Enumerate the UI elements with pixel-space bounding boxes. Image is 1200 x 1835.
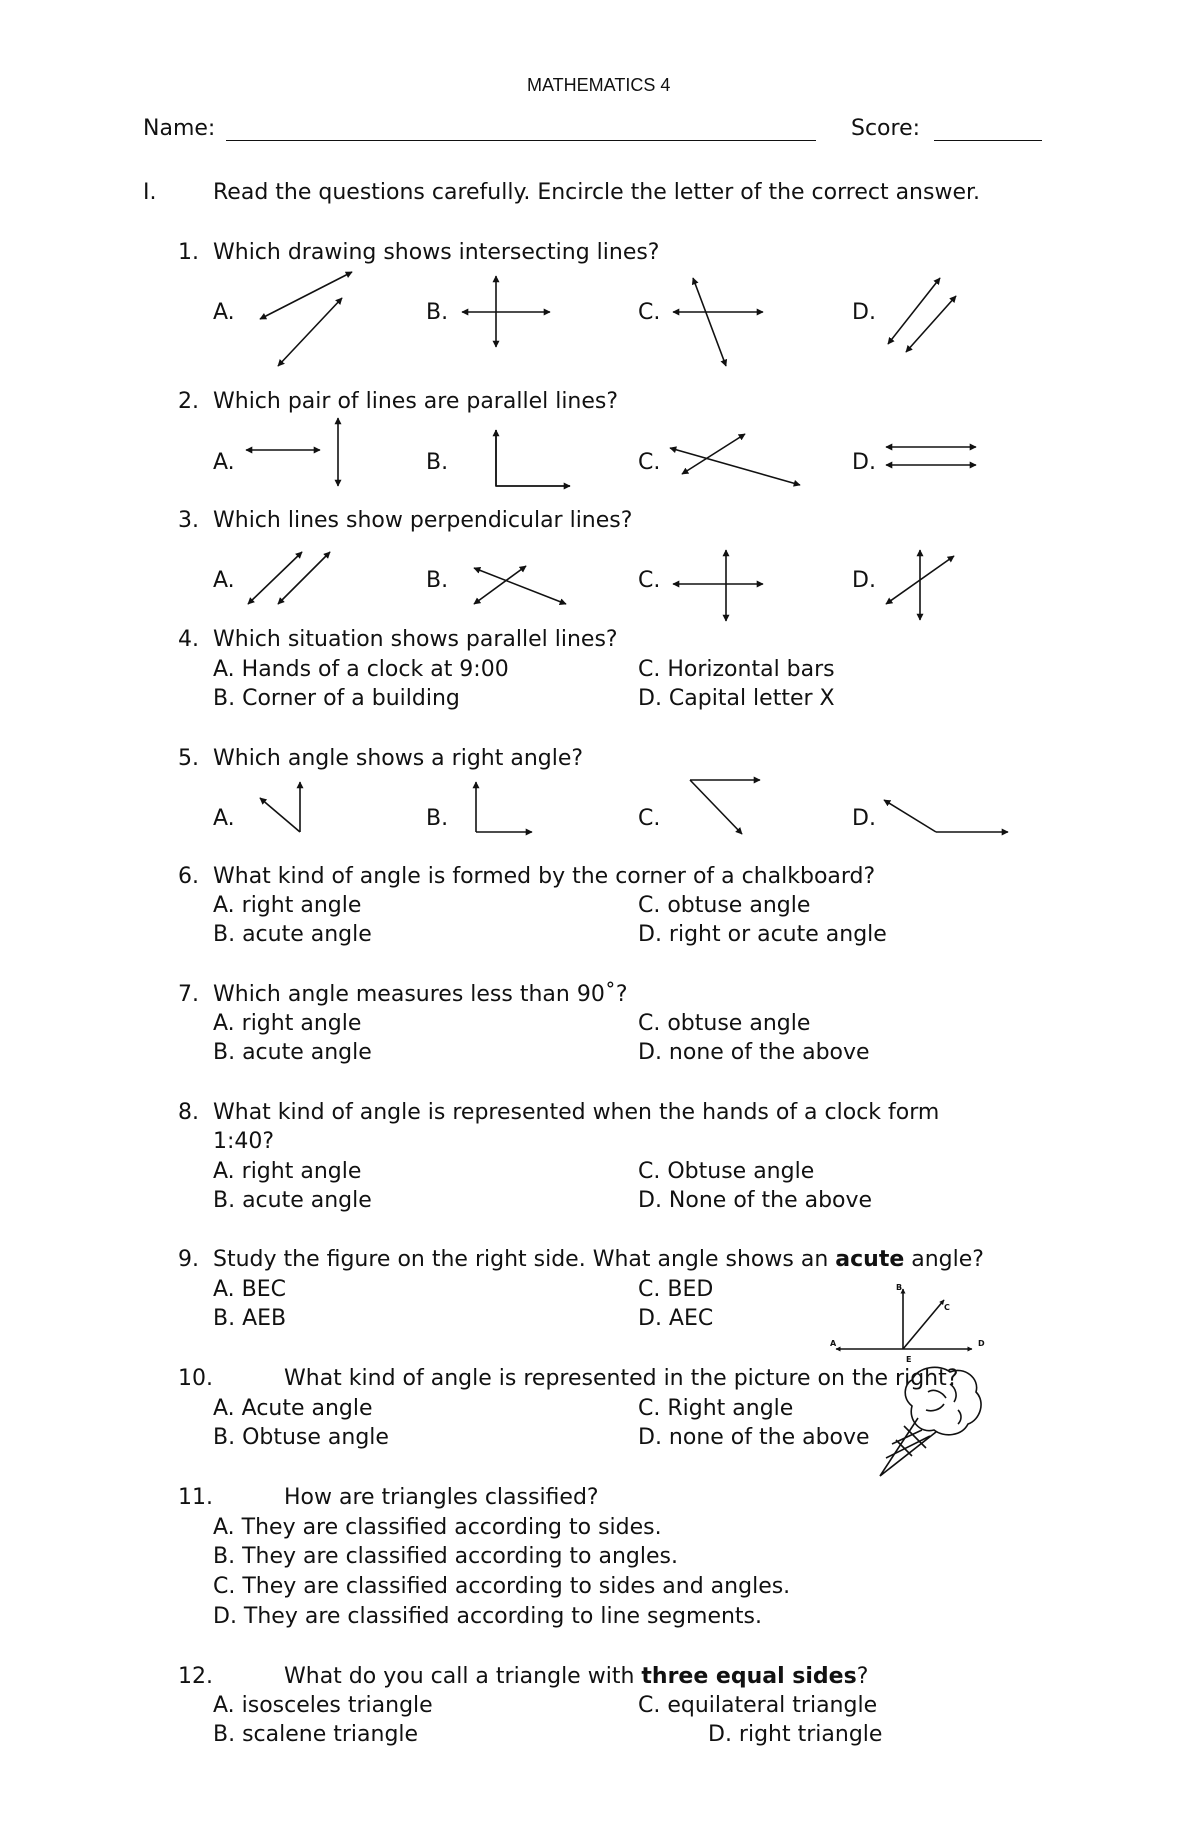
q1-figure-b — [462, 276, 550, 347]
choice-option[interactable]: A. right angle — [213, 1011, 362, 1036]
figure-label-a: A — [830, 1339, 837, 1348]
question-text: What do you call a triangle with three equal sides? — [284, 1664, 869, 1689]
choice-option[interactable]: C. equilateral triangle — [638, 1693, 878, 1718]
figure-label-c: C — [944, 1303, 950, 1312]
page-title: MATHEMATICS 4 — [527, 75, 671, 95]
choice-option[interactable]: D. None of the above — [638, 1188, 873, 1213]
choice-letter[interactable]: B. — [426, 806, 449, 831]
ice-cream-cone-image — [880, 1367, 981, 1476]
choice-option[interactable]: C. They are classified according to sides and angles. — [213, 1574, 791, 1599]
choice-letter[interactable]: C. — [638, 806, 661, 831]
choice-option[interactable]: C. Obtuse angle — [638, 1159, 815, 1184]
question-number: 3. — [178, 508, 199, 533]
choice-option[interactable]: B. acute angle — [213, 922, 372, 947]
section-number: I. — [143, 180, 157, 205]
q5-figure-a — [260, 782, 300, 832]
choice-option[interactable]: D. right triangle — [708, 1722, 883, 1747]
section-instruction: Read the questions carefully. Encircle the letter of the correct answer. — [213, 180, 981, 205]
choice-letter[interactable]: A. — [213, 806, 235, 831]
choice-option[interactable]: A. right angle — [213, 1159, 362, 1184]
question-text: Study the figure on the right side. What angle shows an acute angle? — [213, 1247, 984, 1272]
q2-figure-b — [496, 430, 570, 486]
choice-option[interactable]: D. none of the above — [638, 1425, 870, 1450]
choice-option[interactable]: A. BEC — [213, 1277, 287, 1302]
choice-option[interactable]: D. Capital letter X — [638, 686, 835, 711]
question-number: 8. — [178, 1100, 199, 1125]
question-number: 1. — [178, 240, 199, 265]
choice-option[interactable]: B. Obtuse angle — [213, 1425, 389, 1450]
q2-figure-d — [886, 447, 976, 465]
choice-option[interactable]: B. Corner of a building — [213, 686, 460, 711]
question-number: 2. — [178, 389, 199, 414]
choice-option[interactable]: A. They are classified according to sides. — [213, 1515, 662, 1540]
choice-letter[interactable]: C. — [638, 568, 661, 593]
question-text: Which angle measures less than 90˚? — [213, 982, 628, 1007]
question-number: 5. — [178, 746, 199, 771]
choice-letter[interactable]: C. — [638, 450, 661, 475]
choice-option[interactable]: B. acute angle — [213, 1188, 372, 1213]
question-number: 9. — [178, 1247, 199, 1272]
figure-label-d: D — [978, 1339, 985, 1348]
q3-figure-d — [886, 550, 954, 620]
question-text: Which angle shows a right angle? — [213, 746, 584, 771]
choice-letter[interactable]: A. — [213, 568, 235, 593]
q3-figure-b — [474, 566, 566, 604]
choice-letter[interactable]: B. — [426, 300, 449, 325]
choice-option[interactable]: D. They are classified according to line segments. — [213, 1604, 763, 1629]
question-number: 6. — [178, 864, 199, 889]
question-text: Which lines show perpendicular lines? — [213, 508, 633, 533]
choice-letter[interactable]: B. — [426, 568, 449, 593]
q2-figure-a — [246, 418, 338, 486]
choice-letter[interactable]: B. — [426, 450, 449, 475]
question-number: 10. — [178, 1366, 213, 1391]
q1-figure-c — [673, 278, 763, 366]
score-label: Score: — [851, 116, 921, 141]
q2-figure-c — [670, 434, 800, 485]
q3-figure-c — [673, 550, 763, 621]
question-number: 11. — [178, 1485, 213, 1510]
choice-option[interactable]: D. none of the above — [638, 1040, 870, 1065]
choice-option[interactable]: D. right or acute angle — [638, 922, 887, 947]
question-text: What kind of angle is represented in the picture on the right? — [284, 1366, 959, 1391]
choice-option[interactable]: C. obtuse angle — [638, 1011, 811, 1036]
question-number: 4. — [178, 627, 199, 652]
question-text: Which pair of lines are parallel lines? — [213, 389, 619, 414]
q1-figure-d — [888, 278, 956, 352]
question-text: What kind of angle is formed by the corner of a chalkboard? — [213, 864, 876, 889]
choice-letter[interactable]: D. — [852, 450, 876, 475]
figure-label-e: E — [906, 1355, 912, 1364]
q5-figure-b — [476, 782, 532, 832]
q1-figure-a — [260, 272, 352, 366]
choice-option[interactable]: A. isosceles triangle — [213, 1693, 433, 1718]
choice-option[interactable]: B. AEB — [213, 1306, 287, 1331]
choice-option[interactable]: B. They are classified according to angles. — [213, 1544, 678, 1569]
choice-option[interactable]: A. right angle — [213, 893, 362, 918]
question-text: Which situation shows parallel lines? — [213, 627, 618, 652]
choice-option[interactable]: B. acute angle — [213, 1040, 372, 1065]
question-text: How are triangles classified? — [284, 1485, 599, 1510]
q3-figure-a — [248, 552, 330, 604]
choice-letter[interactable]: C. — [638, 300, 661, 325]
choice-option[interactable]: D. AEC — [638, 1306, 714, 1331]
choice-letter[interactable]: A. — [213, 300, 235, 325]
question-number: 7. — [178, 982, 199, 1007]
q5-figure-c — [690, 780, 760, 834]
question-text: Which drawing shows intersecting lines? — [213, 240, 660, 265]
choice-option[interactable]: C. BED — [638, 1277, 714, 1302]
choice-option[interactable]: C. obtuse angle — [638, 893, 811, 918]
choice-letter[interactable]: D. — [852, 300, 876, 325]
choice-option[interactable]: B. scalene triangle — [213, 1722, 419, 1747]
choice-letter[interactable]: A. — [213, 450, 235, 475]
question-text-continued: 1:40? — [213, 1129, 275, 1154]
q5-figure-d — [884, 800, 1008, 832]
choice-option[interactable]: C. Horizontal bars — [638, 657, 835, 682]
choice-letter[interactable]: D. — [852, 806, 876, 831]
choice-option[interactable]: A. Hands of a clock at 9:00 — [213, 657, 509, 682]
q9-angle-figure — [836, 1289, 972, 1349]
name-label: Name: — [143, 116, 216, 141]
choice-option[interactable]: C. Right angle — [638, 1396, 794, 1421]
question-number: 12. — [178, 1664, 213, 1689]
question-text: What kind of angle is represented when the hands of a clock form — [213, 1100, 940, 1125]
choice-letter[interactable]: D. — [852, 568, 876, 593]
figure-label-b: B — [896, 1283, 903, 1292]
choice-option[interactable]: A. Acute angle — [213, 1396, 373, 1421]
